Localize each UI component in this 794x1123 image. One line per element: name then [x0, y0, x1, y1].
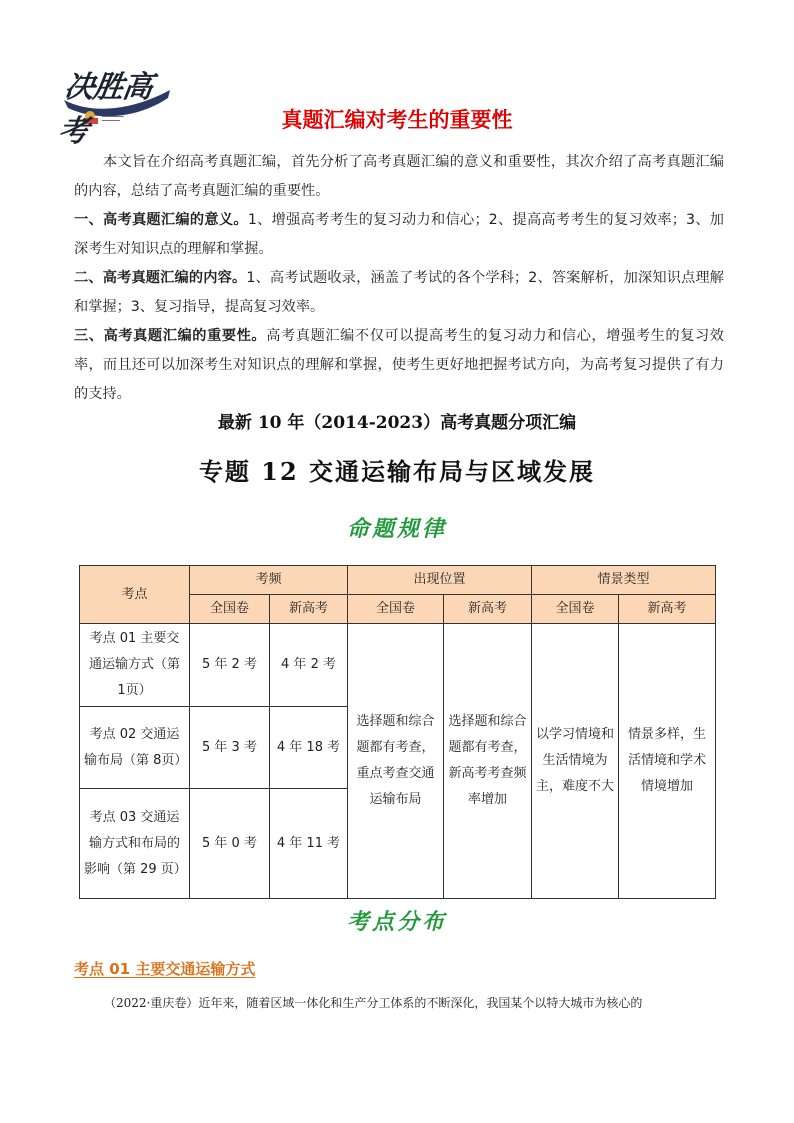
exam-point-table [79, 565, 716, 899]
row-3-quanguo: 5 年 0 考 [190, 789, 270, 899]
section-title-fenbu: 考点分布 [346, 910, 447, 935]
scene-xingaokao: 情景多样，生活情境和学术情境增加 [619, 624, 716, 899]
position-quanguo: 选择题和综合题都有考查，重点考查交通运输布局 [348, 624, 444, 899]
point-2 [74, 264, 724, 322]
topic-heading: 专题 12 交通运输布局与区域发展 [198, 457, 596, 486]
point-2-text: 1、高考试题收录，涵盖了考试的各个学科；2、答案解析，加深知识点理解和掌握；3、复习指导，提高复习效率。 [74, 270, 724, 315]
subheader-quanguo: 全国卷 [532, 595, 619, 624]
row-3-name: 考点 03 交通运输方式和布局的影响（第 29 页） [80, 789, 190, 899]
row-2-quanguo: 5 年 3 考 [190, 707, 270, 789]
row-1-xingaokao: 4 年 2 考 [270, 624, 348, 707]
point-1 [74, 206, 724, 264]
point-2-label: 二、高考真题汇编的内容。 [74, 270, 247, 286]
row-1-name: 考点 01 主要交通运输方式（第 1页） [80, 624, 190, 707]
section-title-mingti: 命题规律 [346, 517, 447, 542]
row-2-xingaokao: 4 年 18 考 [270, 707, 348, 789]
document-title: 真题汇编对考生的重要性 [281, 108, 513, 132]
subheader-xingaokao: 新高考 [444, 595, 532, 624]
row-1-quanguo: 5 年 2 考 [190, 624, 270, 707]
question-text: （2022·重庆卷）近年来，随着区域一体化和生产分工体系的不断深化，我国某个以特大城市为核心的 [104, 996, 643, 1010]
position-xingaokao: 选择题和综合题都有考查，新高考考查频率增加 [444, 624, 532, 899]
header-kaopin: 考频 [190, 566, 348, 595]
point-3 [74, 322, 724, 409]
header-weizhi: 出现位置 [348, 566, 532, 595]
subheader-quanguo: 全国卷 [190, 595, 270, 624]
header-kaodian: 考点 [80, 566, 190, 624]
intro-paragraph: 本文旨在介绍高考真题汇编，首先分析了高考真题汇编的意义和重要性，其次介绍了高考真题汇编的内容，总结了高考真题汇编的重要性。 [74, 154, 724, 199]
subheader-xingaokao: 新高考 [270, 595, 348, 624]
header-qingjing: 情景类型 [532, 566, 716, 595]
logo-text: 决胜高考 [55, 70, 155, 149]
subheader-quanguo: 全国卷 [348, 595, 444, 624]
row-2-name: 考点 02 交通运输布局（第 8页） [80, 707, 190, 789]
point-1-text: 1、增强高考考生的复习动力和信心；2、提高高考考生的复习效率；3、加深考生对知识点的理解和掌握。 [74, 212, 724, 257]
subheader-xingaokao: 新高考 [619, 595, 716, 624]
row-3-xingaokao: 4 年 11 考 [270, 789, 348, 899]
scene-quanguo: 以学习情境和生活情境为主，难度不大 [532, 624, 619, 899]
point-1-label: 一、高考真题汇编的意义。 [74, 212, 248, 228]
point-3-label: 三、高考真题汇编的重要性。 [74, 328, 267, 344]
point-3-text: 高考真题汇编不仅可以提高考生的复习动力和信心，增强考生的复习效率，而且还可以加深考生对知识点的理解和掌握，使考生更好地把握考试方向，为高考复习提供了有力的支持。 [74, 328, 724, 402]
collection-heading: 最新 10 年（2014-2023）高考真题分项汇编 [217, 413, 577, 433]
section-link-kaodian-01[interactable]: 考点 01 主要交通运输方式 [74, 960, 256, 978]
